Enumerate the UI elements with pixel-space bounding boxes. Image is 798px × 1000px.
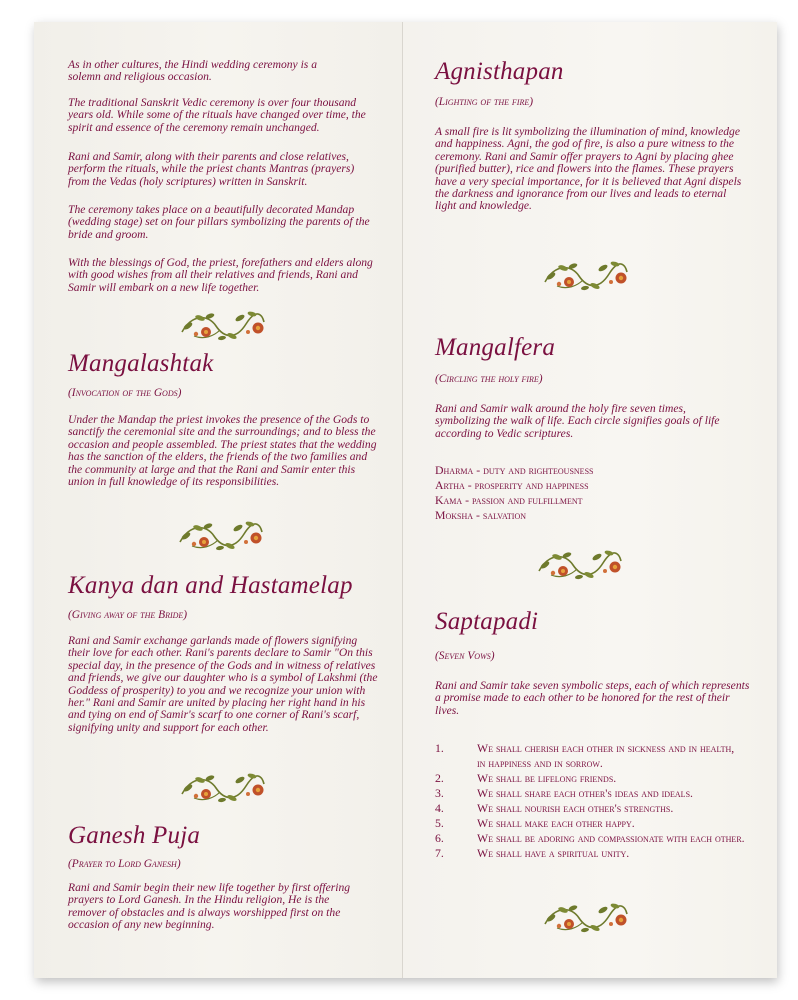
left-panel [34,22,402,978]
intro-paragraph-3: Rani and Samir, along with their parents and close relatives, perform the rituals, while the priest chants Mantras (prayers) from the Vedas (holy scriptures) written in Sanskrit. [68,150,355,188]
vow-text: We shall be lifelong friends. [477,771,617,785]
program-sheet [34,22,776,978]
kanya-dan-body: Rani and Samir exchange garlands made of flowers signifying their love for each other. Rani's parents declare to Samir "On this special day, in the presence of the Gods and in witness of relatives and friends, we give our daughter who is a symbol of Lakshmi (the Goddess of prosperity) to you and we recognize your union with her." Rani and Samir are united by placing her right hand in his and tying on end of Samir's scarf to one corner of Rani's scarf, signifying unity and support for each other. [68,634,378,734]
mangalfera-subtitle: (Circling the holy fire) [435,373,543,385]
floral-ornament-icon [172,516,268,559]
vow-text: We shall make each other happy. [477,816,635,830]
kanya-dan-title: Kanya dan and Hastamelap [68,572,353,599]
agnisthapan-title: Agnisthapan [435,58,564,85]
kanya-dan-subtitle: (Giving away of the Bride) [68,609,188,621]
vow-number: 5. [435,816,444,830]
floral-ornament-icon [174,768,270,811]
vow-number: 3. [435,786,444,800]
goal-moksha: Moksha - salvation [435,508,526,522]
vow-text: We shall have a spiritual unity. [477,846,630,860]
vows-list [435,741,745,861]
agnisthapan-body: A small fire is lit symbolizing the illumination of mind, knowledge and happiness. Agni, the god of fire, is also a pure witness to the ceremony. Rani and Samir offer prayers to Agni by placing ghee (purified butter), rice and flowers into the flames. These prayers have a very special importance, for it is believed that Agni dispels the darkness and ignorance from our lives and leads to eternal light and knowledge. [435,125,742,213]
right-panel [402,22,777,978]
intro-paragraph-2: The traditional Sanskrit Vedic ceremony is over four thousand years old. While some of the rituals have changed over time, the spirit and essence of the ceremony remain unchanged. [68,96,366,134]
agnisthapan-subtitle: (Lighting of the fire) [435,96,534,108]
mangalashtak-body: Under the Mandap the priest invokes the presence of the Gods to sanctify the ceremonial site and the surroundings; and to bless the occasion and people assembled. The priest states that the wedding has the sanction of the elders, the friends of the two families and the community at large and that the Rani and Samir enter this union in full knowledge of its responsibilities. [68,413,377,489]
ganesh-puja-body: Rani and Samir begin their new life together by first offering prayers to Lord Ganesh. In the Hindu religion, He is the remover of obstacles and is always worshipped first on the occasion of any new beginning. [68,881,351,932]
vow-text: We shall be adoring and compassionate with each other. [477,831,745,845]
vow-item [435,801,745,816]
ganesh-puja-title: Ganesh Puja [68,822,201,849]
vow-number: 7. [435,846,444,860]
vow-item [435,741,745,771]
vow-item [435,786,745,801]
saptapadi-subtitle: (Seven Vows) [435,650,495,662]
vow-item [435,831,745,846]
vow-text: We shall share each other's ideas and ideals. [477,786,693,800]
vow-number: 1. [435,741,444,755]
mangalfera-title: Mangalfera [435,334,556,361]
vow-item [435,771,745,786]
goal-kama: Kama - passion and fulfillment [435,493,583,507]
mangalfera-body: Rani and Samir walk around the holy fire seven times, symbolizing the walk of life. Each circle signifies goals of life according to Vedic scriptures. [435,402,720,440]
goals-list [435,463,593,523]
intro-paragraph-1: As in other cultures, the Hindi wedding ceremony is a solemn and religious occasion. [68,58,318,84]
intro-paragraph-5: With the blessings of God, the priest, forefathers and elders along with good wishes from all their relatives and friends, Rani and Samir will embark on a new life together. [68,256,373,294]
floral-ornament-icon [531,545,627,588]
floral-ornament-icon [537,256,633,299]
goal-artha: Artha - prosperity and happiness [435,478,589,492]
vow-number: 6. [435,831,444,845]
vow-text: We shall nourish each other's strengths. [477,801,674,815]
floral-ornament-icon [174,306,270,349]
goal-dharma: Dharma - duty and righteousness [435,463,594,477]
vow-item [435,846,745,861]
vow-item [435,816,745,831]
ganesh-puja-subtitle: (Prayer to Lord Ganesh) [68,858,181,870]
vow-text: We shall cherish each other in sickness and in health, in happiness and in sorrow. [477,741,735,770]
intro-paragraph-4: The ceremony takes place on a beautifully decorated Mandap (wedding stage) set on four pillars symbolizing the parents of the bride and groom. [68,203,370,241]
mangalashtak-title: Mangalashtak [68,350,214,377]
floral-ornament-icon [537,898,633,941]
saptapadi-body: Rani and Samir take seven symbolic steps, each of which represents a promise made to each other to be honored for the rest of their lives. [435,679,750,717]
vow-number: 4. [435,801,444,815]
mangalashtak-subtitle: (Invocation of the Gods) [68,387,182,399]
vow-number: 2. [435,771,444,785]
saptapadi-title: Saptapadi [435,608,539,635]
